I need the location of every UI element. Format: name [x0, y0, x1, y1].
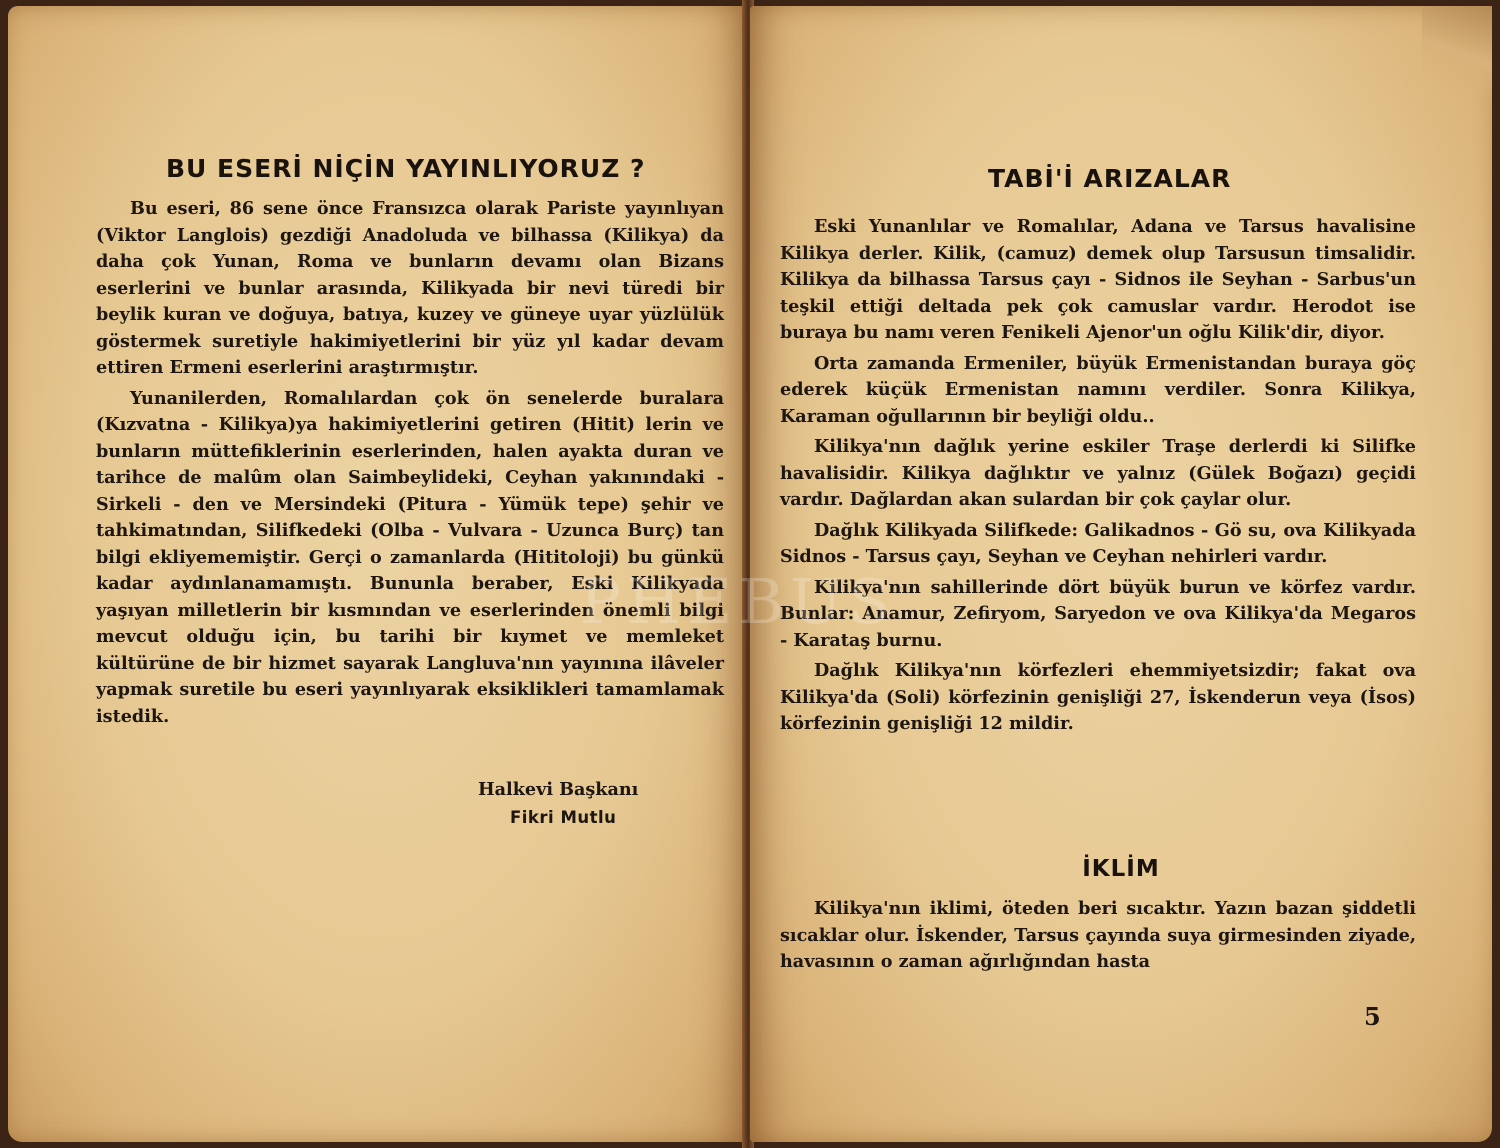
signature-title: Halkevi Başkanı — [478, 779, 639, 800]
right-paragraph-4: Dağlık Kilikyada Silifkede: Galikadnos - Gö su, ova Kilikyada Sidnos - Tarsus çayı, Seyhan ve Ceyhan nehirleri vardır. — [780, 519, 1416, 567]
climate-heading: İKLİM — [1082, 856, 1160, 882]
right-paragraph-1: Eski Yunanlılar ve Romalılar, Adana ve Tarsus havalisine Kilikya derler. Kilik, (camuz) demek olup Tarsusun timsalidir. Kilikya da bilhassa Tarsus çayı - Sidnos ile Seyhan - Sarbus'un teşkil ettiği deltada pek çok camuslar vardır. Herodot ise buraya bu namı veren Fenikeli Ajenor'un oğlu Kilik'dir, diyor. — [780, 216, 1416, 343]
signature-block — [478, 776, 638, 832]
left-paragraph-2: Yunanilerden, Romalılardan çok ön senelerde buralara (Kızvatna - Kilikya)ya hakimiyetlerini getiren (Hitit) lerin ve bunların müttefiklerinin eserlerinden, halen ayakta duran ve tarihce de malûm olan Saimbeylideki, Ceyhan yakınındaki - Sirkeli - den ve Mersindeki (Pitura - Yümük tepe) şehir ve tahkimatından, Silifkedeki (Olba - Vulvara - Uzunca Burç) tan bilgi ekliyememiştir. Gerçi o zamanlarda (Hititoloji) bu günkü kadar aydınlanamamıştı. Bununla beraber, Eski Kilikyada yaşıyan milletlerin bir kısmından ve eserlerinden önemli bilgi mevcut olduğu için, bu tarihi bir kıymet ve memleket kültürüne de bir hizmet sayarak Langluva'nın yayınına ilâveler yapmak suretile bu eseri yayınlıyarak eksiklikleri tamamlamak istedik. — [96, 387, 724, 727]
right-paragraph-6: Dağlık Kilikya'nın körfezleri ehemmiyetsizdir; fakat ova Kilikya'da (Soli) körfezinin genişliği 27, İskenderun veya (İsos) körfezinin genişliği 12 mildir. — [780, 660, 1416, 734]
right-page-body — [780, 214, 1416, 738]
right-paragraph-5: Kilikya'nın sahillerinde dört büyük burun ve körfez vardır. Bunlar: Anamur, Zefiryom, Saryedon ve ova Kilikya'da Megaros - Karataş burnu. — [780, 576, 1416, 651]
climate-paragraph: Kilikya'nın iklimi, öteden beri sıcaktır. Yazın bazan şiddetli sıcaklar olur. İskender, Tarsus çayında suya girmesinden ziyade, havasının o zaman ağırlığından hasta — [780, 898, 1416, 972]
left-page-heading: BU ESERİ NİÇİN YAYINLIYORUZ ? — [166, 154, 646, 183]
page-number: 5 — [1364, 1002, 1381, 1031]
left-page-body — [96, 196, 724, 730]
signature-name: Fikri Mutlu — [510, 808, 617, 827]
left-paragraph-1: Bu eseri, 86 sene önce Fransızca olarak Pariste yayınlıyan (Viktor Langlois) gezdiği Anadoluda ve bilhassa (Kilikya) da daha çok Yunan, Roma ve bunların devamı olan Bizans eserlerini ve bunlar arasında, Kilikyada bir nevi türedi bir beylik kuran ve doğuya, batıya, kuzey ve güneye uyar yüzlülük göstermek suretiyle hakimiyetlerini bir yüz yıl kadar devam ettiren Ermeni eserlerini araştırmıştır. — [96, 198, 724, 378]
right-paragraph-2: Orta zamanda Ermeniler, büyük Ermenistandan buraya göç ederek küçük Ermenistan namını verdiler. Sonra Kilikya, Karaman oğullarının bir beyliği oldu.. — [780, 352, 1416, 427]
torn-corner — [1422, 6, 1492, 126]
right-page-heading: TABİ'İ ARIZALAR — [988, 164, 1232, 193]
climate-body — [780, 896, 1416, 976]
right-paragraph-3: Kilikya'nın dağlık yerine eskiler Traşe derlerdi ki Silifke havalisidir. Kilikya dağlıktır ve yalnız (Gülek Boğazı) geçidi vardır. Dağlardan akan sulardan bir çok çaylar olur. — [780, 436, 1416, 510]
watermark: PHEBUS — [579, 565, 897, 638]
